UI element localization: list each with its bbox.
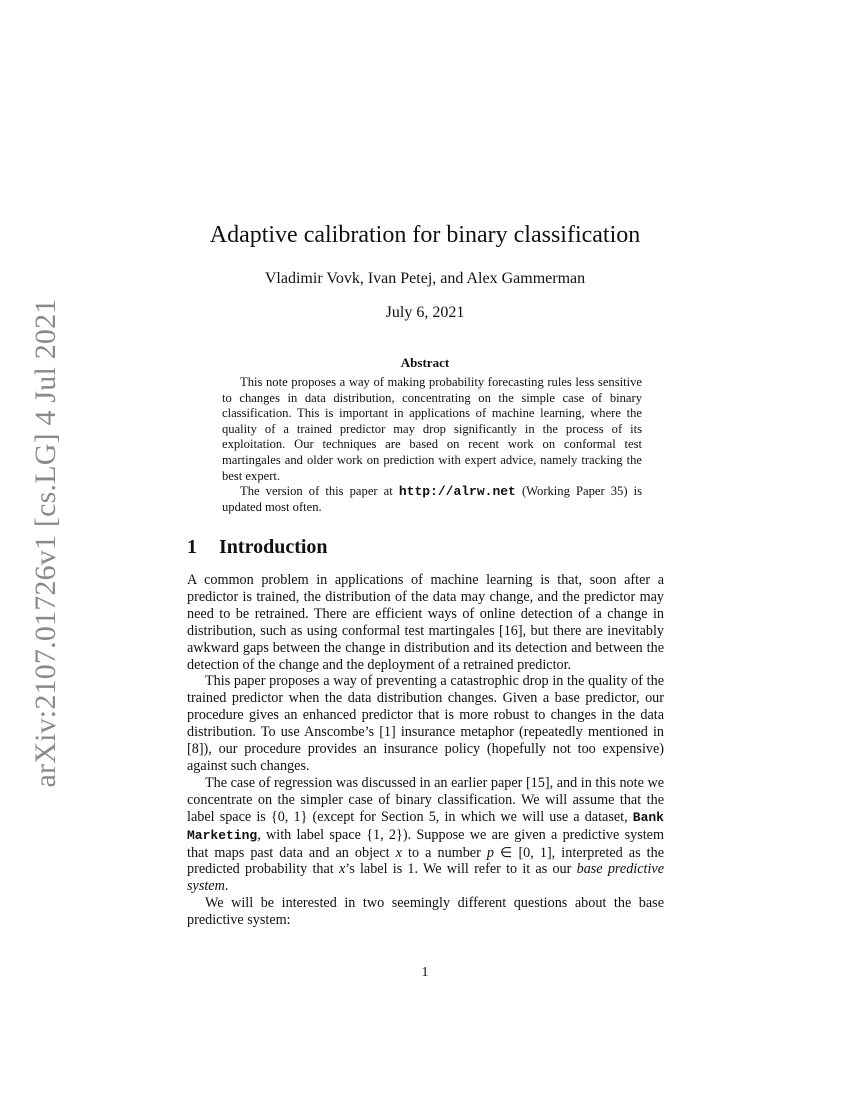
arxiv-identifier: arXiv:2107.01726v1 [cs.LG] 4 Jul 2021 [29,298,62,788]
body-paragraph-1: A common problem in applications of machine learning is that, soon after a predictor is trained, the distribution of the data may change, and the predictor may need to be retrained. There are efficient ways of online detection of a change in distribution, such as using conformal test martingales [16], but there are inevitably awkward gaps between the change in distribution and its detection and between the detection of the change and the deployment of a retrained predictor. [187,572,664,673]
p3-text-f: . [224,878,229,895]
section-title: Introduction [219,536,328,558]
abstract-p2-text-b: (Working Paper 35) is updated most often. [222,484,642,514]
paper-authors: Vladimir Vovk, Ivan Petej, and Alex Gammerman [264,270,586,287]
arxiv-sidebar-stamp [24,298,68,788]
page-number: 1 [421,965,429,980]
body-paragraph-4: We will be interested in two seemingly different questions about the base predictive system: [187,895,664,929]
body-text [187,572,664,929]
section-number: 1 [187,536,197,558]
p3-text-b: , with label space {1, 2}). Suppose we are given a predictive system that maps past data and an object [187,826,664,861]
p3-text-a: The case of regression was discussed in an earlier paper [15], and in this note we concentrate on the simpler case of binary classification. We will assume that the label space is {0, 1} (except for Section 5, in which we will use a dataset, [187,774,664,825]
base-predictive-system-term: base predictive system [187,861,665,895]
math-p: p [486,844,494,861]
body-paragraph-3 [187,775,664,895]
body-paragraph-2: This paper proposes a way of preventing a catastrophic drop in the quality of the trained predictor when the data distribution changes. Given a base predictor, our procedure gives an enhanced predictor that is more robust to changes in the data distribution. To use Anscombe’s [1] insurance metaphor (repeatedly mentioned in [8]), our procedure provides an insurance policy (hopefully not too expensive) against such changes. [187,673,664,774]
dataset-name: Bank Marketing [187,809,664,843]
abstract-paragraph-1: This note proposes a way of making probability forecasting rules less sensitive to changes in data distribution, concentrating on the simple case of binary classification. This is important in applications of machine learning, where the quality of a trained predictor may drop significantly in the process of its exploitation. Our techniques are based on recent work on conformal test martingales and older work on prediction with expert advice, namely tracking the best expert. [222,375,642,483]
abstract-p2-text-a: The version of this paper at [240,484,399,499]
paper-title: Adaptive calibration for binary classification [209,222,641,248]
p3-text-d: ∈ [0, 1], interpreted as the predicted probability that [187,844,665,878]
abstract-paragraph-2 [222,484,642,515]
paper-date: July 6, 2021 [385,304,465,321]
abstract-heading: Abstract [400,355,450,370]
paper-url-link[interactable]: http://alrw.net [398,484,516,500]
p3-text-c: to a number [401,844,487,861]
section-heading [187,536,328,559]
abstract-block [222,375,642,515]
math-x-2: x [338,861,346,878]
p3-text-e: ’s label is 1. We will refer to it as our [345,861,577,878]
math-x: x [395,844,402,861]
